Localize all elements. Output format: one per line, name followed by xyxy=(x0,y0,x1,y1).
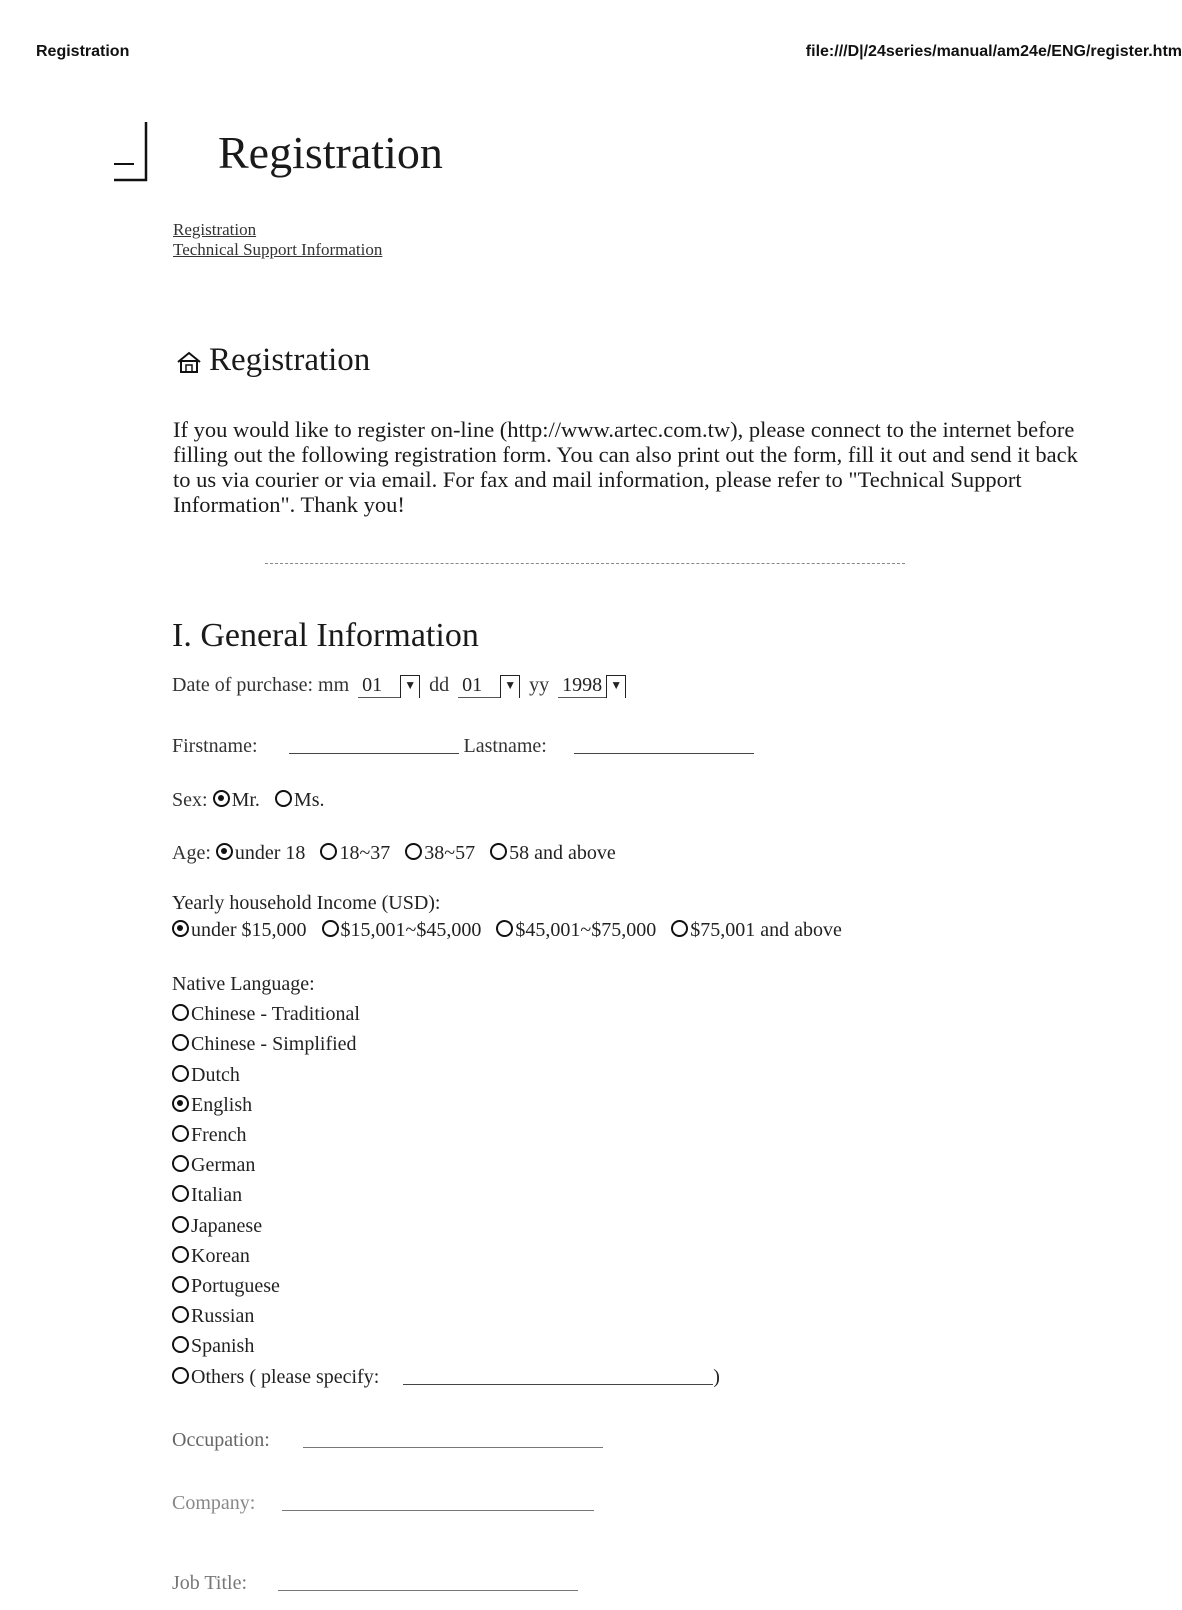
language-option[interactable]: Dutch xyxy=(172,1060,720,1090)
language-option[interactable]: English xyxy=(172,1090,720,1120)
toc-link-registration[interactable]: Registration xyxy=(173,220,257,239)
radio-selected[interactable] xyxy=(172,920,189,937)
language-option[interactable]: Spanish xyxy=(172,1331,720,1361)
year-label: yy xyxy=(529,674,550,696)
company-row xyxy=(172,1492,594,1515)
radio[interactable] xyxy=(172,1306,189,1323)
occupation-row xyxy=(172,1429,603,1452)
language-option[interactable]: Chinese - Traditional xyxy=(172,999,720,1029)
radio[interactable] xyxy=(275,790,292,807)
age-option[interactable]: 38~57 xyxy=(405,842,475,864)
income-option[interactable]: under $15,000 xyxy=(172,919,307,941)
radio[interactable] xyxy=(172,1216,189,1233)
others-field[interactable] xyxy=(403,1366,713,1385)
income-label: Yearly household Income (USD): xyxy=(172,892,441,914)
firstname-label: Firstname: xyxy=(172,735,258,757)
header-title: Registration xyxy=(36,43,130,60)
company-label: Company: xyxy=(172,1492,256,1514)
radio[interactable] xyxy=(172,1367,189,1384)
language-option[interactable]: Russian xyxy=(172,1301,720,1331)
sex-option-ms[interactable]: Ms. xyxy=(275,789,325,811)
name-row xyxy=(172,735,754,758)
radio[interactable] xyxy=(172,1065,189,1082)
section-title-text: Registration xyxy=(209,342,371,378)
sex-label: Sex: xyxy=(172,789,208,811)
day-select[interactable]: 01 ▼ xyxy=(458,674,520,698)
chevron-down-icon: ▼ xyxy=(400,675,420,698)
radio[interactable] xyxy=(172,1185,189,1202)
general-info-title: I. General Information xyxy=(172,617,479,654)
language-option[interactable]: Chinese - Simplified xyxy=(172,1029,720,1059)
intro-paragraph: If you would like to register on-line (http://www.artec.com.tw), please connect to the internet before filling out the following registration form. You can also print out the form, fill it out and send it back to us via courier or via email. For fax and mail information, please refer to "Technical Support Information". Thank you! xyxy=(173,417,1078,517)
chevron-down-icon: ▼ xyxy=(500,675,520,698)
radio[interactable] xyxy=(172,1336,189,1353)
toc-link-technical-support[interactable]: Technical Support Information xyxy=(173,240,383,259)
radio[interactable] xyxy=(172,1125,189,1142)
radio-selected[interactable] xyxy=(172,1095,189,1112)
year-select[interactable]: 1998 ▼ xyxy=(558,674,626,698)
language-option[interactable]: German xyxy=(172,1150,720,1180)
age-option[interactable]: under 18 xyxy=(216,842,306,864)
radio-selected[interactable] xyxy=(216,843,233,860)
date-label: Date of purchase: mm xyxy=(172,674,350,696)
radio[interactable] xyxy=(172,1276,189,1293)
occupation-field[interactable] xyxy=(303,1429,603,1448)
language-label: Native Language: xyxy=(172,973,315,995)
radio[interactable] xyxy=(490,843,507,860)
language-option-others[interactable]: Others ( please specify: ) xyxy=(172,1362,720,1392)
sex-row xyxy=(172,789,334,812)
language-option[interactable]: Korean xyxy=(172,1241,720,1271)
language-list xyxy=(172,969,720,1392)
home-icon[interactable] xyxy=(175,350,203,374)
firstname-field[interactable] xyxy=(289,735,459,754)
lastname-field[interactable] xyxy=(574,735,754,754)
occupation-label: Occupation: xyxy=(172,1429,270,1451)
radio[interactable] xyxy=(322,920,339,937)
lastname-label: Lastname: xyxy=(463,735,547,757)
company-field[interactable] xyxy=(282,1492,594,1511)
radio[interactable] xyxy=(671,920,688,937)
age-row xyxy=(172,842,626,865)
job-title-field[interactable] xyxy=(278,1572,578,1591)
radio[interactable] xyxy=(496,920,513,937)
job-title-label: Job Title: xyxy=(172,1572,248,1594)
income-option[interactable]: $75,001 and above xyxy=(671,919,842,941)
language-option[interactable]: Italian xyxy=(172,1180,720,1210)
day-label: dd xyxy=(429,674,450,696)
sex-option-mr[interactable]: Mr. xyxy=(213,789,260,811)
date-row xyxy=(172,674,630,698)
chevron-down-icon: ▼ xyxy=(606,675,626,698)
age-option[interactable]: 58 and above xyxy=(490,842,616,864)
income-row xyxy=(172,919,852,942)
language-option[interactable]: Portuguese xyxy=(172,1271,720,1301)
section-title xyxy=(175,342,370,379)
language-option[interactable]: French xyxy=(172,1120,720,1150)
income-option[interactable]: $45,001~$75,000 xyxy=(496,919,656,941)
page-title: Registration xyxy=(218,127,443,178)
radio[interactable] xyxy=(172,1004,189,1021)
toc xyxy=(173,220,382,260)
radio[interactable] xyxy=(172,1034,189,1051)
radio[interactable] xyxy=(172,1246,189,1263)
age-label: Age: xyxy=(172,842,211,864)
job-title-row xyxy=(172,1572,578,1595)
divider xyxy=(265,563,905,564)
age-option[interactable]: 18~37 xyxy=(320,842,390,864)
radio[interactable] xyxy=(320,843,337,860)
month-select[interactable]: 01 ▼ xyxy=(358,674,420,698)
language-option[interactable]: Japanese xyxy=(172,1211,720,1241)
radio[interactable] xyxy=(405,843,422,860)
radio-selected[interactable] xyxy=(213,790,230,807)
income-option[interactable]: $15,001~$45,000 xyxy=(322,919,482,941)
header-url: file:///D|/24series/manual/am24e/ENG/register.htm xyxy=(805,43,1182,60)
radio[interactable] xyxy=(172,1155,189,1172)
bookmark-icon xyxy=(112,120,152,188)
